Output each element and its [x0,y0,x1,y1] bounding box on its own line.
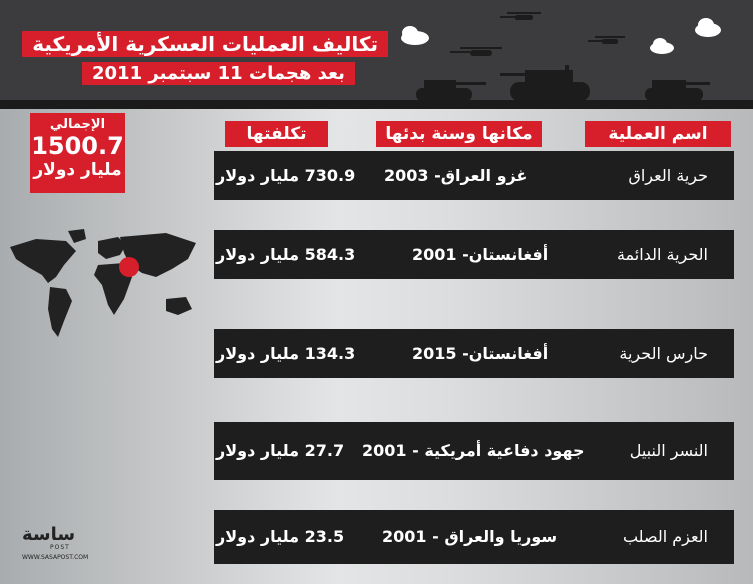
operation-name: حرية العراق [628,166,708,185]
total-label: الإجمالي [49,117,106,132]
operation-cost: 134.3 مليار دولار [216,344,356,363]
table-row [214,230,734,279]
helicopter-icon [500,12,541,20]
helicopter-icon [588,36,625,44]
total-box [30,113,125,193]
operation-place: جهود دفاعية أمريكية - 2001 [362,441,585,460]
table-row [214,151,734,200]
middle-east-marker [119,257,139,277]
total-unit: مليار دولار [33,160,122,180]
table-row [214,422,734,480]
operation-cost: 730.9 مليار دولار [216,166,356,185]
total-value: 1500.7 [31,132,124,160]
military-scene [390,0,753,110]
table-row [214,510,734,564]
tank-icon [416,80,486,101]
operation-place: غزو العراق- 2003 [384,166,528,185]
operation-cost: 584.3 مليار دولار [216,245,356,264]
page-title: تكاليف العمليات العسكرية الأمريكية [22,31,388,57]
header-cost: تكلفتها [225,121,328,147]
header-operation-name: اسم العملية [585,121,731,147]
operation-name: الحرية الدائمة [616,245,708,264]
header-place-year: مكانها وسنة بدئها [376,121,542,147]
operation-name: حارس الحرية [619,344,708,363]
page-subtitle: بعد هجمات 11 سبتمبر 2011 [82,62,355,85]
sasapost-logo [22,524,112,564]
logo-arabic: ساسة [22,524,76,545]
operation-place: سوريا والعراق - 2001 [382,527,558,546]
helicopter-icon [450,47,502,56]
operation-cost: 27.7 مليار دولار [216,441,345,460]
logo-url: WWW.SASAPOST.COM [22,554,89,561]
tank-icon [645,80,710,101]
world-map-icon [6,225,202,343]
operation-cost: 23.5 مليار دولار [216,527,345,546]
operation-name: النسر النبيل [629,441,708,460]
ground-line [0,100,753,109]
operation-place: أفغانستان- 2001 [412,245,549,264]
operation-place: أفغانستان- 2015 [412,344,549,363]
tank-icon [500,65,590,101]
operation-name: العزم الصلب [622,527,708,546]
logo-latin: POST [50,544,70,551]
table-row [214,329,734,378]
